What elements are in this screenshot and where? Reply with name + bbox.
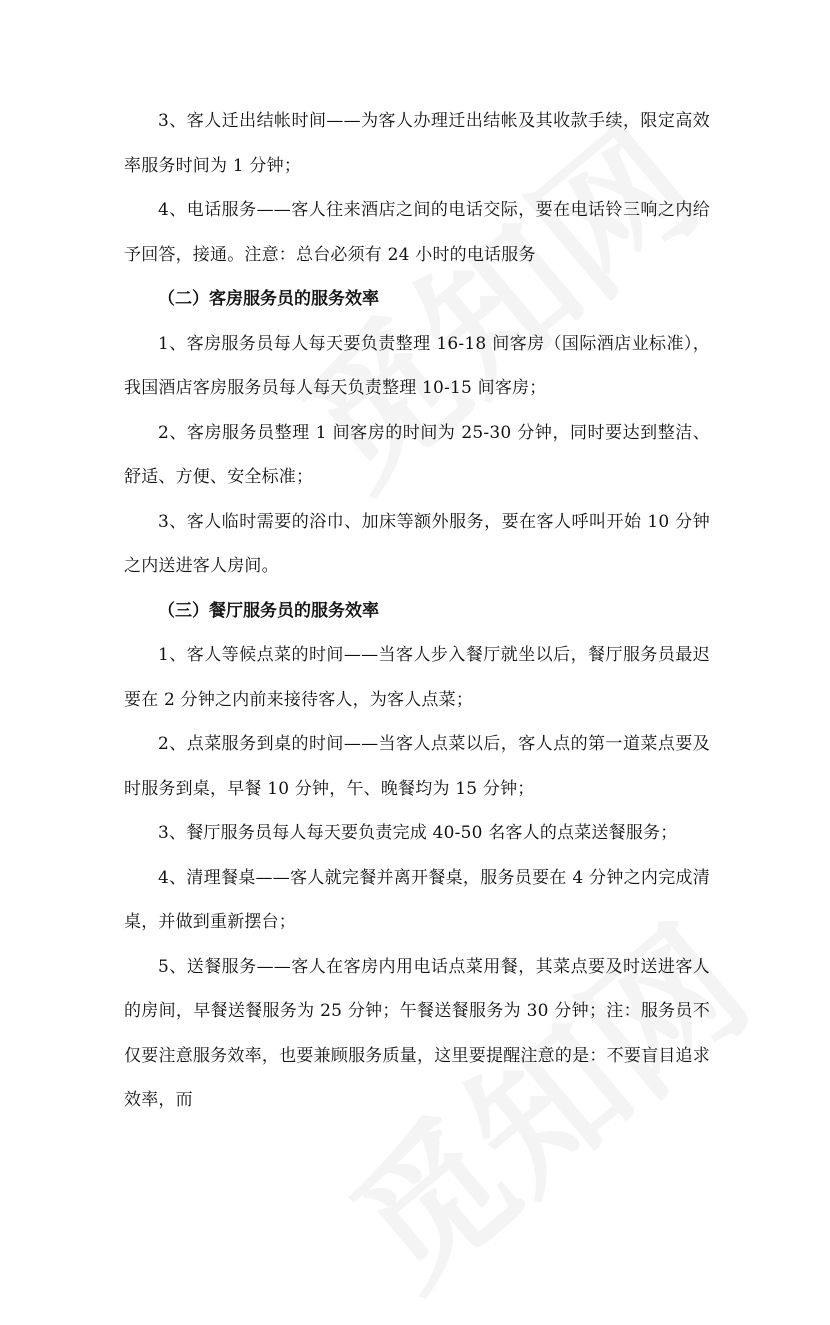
paragraph-ordering-wait: 1、客人等候点菜的时间——当客人步入餐厅就坐以后，餐厅服务员最迟要在 2 分钟之内前来接待客人，为客人点菜； bbox=[124, 645, 710, 710]
paragraph-rooms-per-day: 1、客房服务员每人每天要负责整理 16-18 间客房（国际酒店业标准），我国酒店客房服务员每人每天负责整理 10-15 间客房； bbox=[124, 333, 710, 398]
paragraph-room-cleaning-time: 2、客房服务员整理 1 间客房的时间为 25-30 分钟，同时要达到整洁、舒适、方便、安全标准； bbox=[124, 422, 710, 487]
paragraph-phone-service: 4、电话服务——客人往来酒店之间的电话交际，要在电话铃三响之内给予回答，接通。注意：总台必须有 24 小时的电话服务 bbox=[124, 200, 710, 265]
paragraph-clear-table: 4、清理餐桌——客人就完餐并离开餐桌，服务员要在 4 分钟之内完成清桌，并做到重新摆台； bbox=[124, 867, 710, 932]
section-heading-restaurant: （三）餐厅服务员的服务效率 bbox=[158, 600, 379, 621]
paragraph-checkout-time: 3、客人迁出结帐时间——为客人办理迁出结帐及其收款手续，限定高效率服务时间为 1 分钟； bbox=[124, 111, 710, 176]
document-body bbox=[124, 99, 710, 1123]
paragraph-guests-per-day: 3、餐厅服务员每人每天要负责完成 40-50 名客人的点菜送餐服务； bbox=[158, 823, 678, 843]
paragraph-extra-service: 3、客人临时需要的浴巾、加床等额外服务，要在客人呼叫开始 10 分钟之内送进客人房间。 bbox=[124, 511, 710, 576]
section-heading-housekeeping: （二）客房服务员的服务效率 bbox=[158, 289, 379, 309]
paragraph-dish-delivery: 2、点菜服务到桌的时间——当客人点菜以后，客人点的第一道菜点要及时服务到桌，早餐 10 分钟，午、晚餐均为 15 分钟； bbox=[124, 734, 710, 799]
paragraph-room-service: 5、送餐服务——客人在客房内用电话点菜用餐，其菜点要及时送进客人的房间，早餐送餐服务为 25 分钟；午餐送餐服务为 30 分钟；注：服务员不仅要注意服务效率，也要兼顾服务质量，这里要提醒注意的是：不要盲目追求效率，而 bbox=[124, 956, 710, 1110]
